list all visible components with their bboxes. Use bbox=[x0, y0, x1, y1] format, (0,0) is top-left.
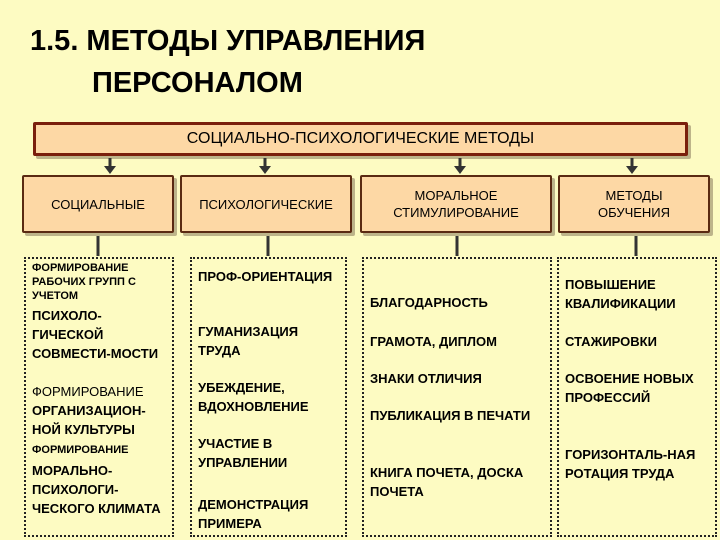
list-item: БЛАГОДАРНОСТЬ bbox=[370, 295, 488, 310]
list-item: УБЕЖДЕНИЕ, ВДОХНОВЛЕНИЕ bbox=[198, 380, 309, 414]
arrowhead-training bbox=[626, 166, 638, 174]
top-category-label: СОЦИАЛЬНО-ПСИХОЛОГИЧЕСКИЕ МЕТОДЫ bbox=[186, 130, 535, 147]
category-psych-label: ПСИХОЛОГИЧЕСКИЕ bbox=[199, 196, 333, 212]
list-item: ОРГАНИЗАЦИОН-НОЙ КУЛЬТУРЫ bbox=[32, 403, 146, 437]
title-line-1: 1.5. МЕТОДЫ УПРАВЛЕНИЯ bbox=[30, 25, 426, 57]
list-item: ПСИХОЛО-ГИЧЕСКОЙ СОВМЕСТИ-МОСТИ bbox=[32, 308, 159, 361]
arrowhead-moral bbox=[454, 166, 466, 174]
list-item: ФОРМИРОВАНИЕ bbox=[32, 384, 144, 399]
list-item: ГУМАНИЗАЦИЯ ТРУДА bbox=[198, 324, 299, 358]
category-moral bbox=[360, 175, 552, 233]
list-item: ГРАМОТА, ДИПЛОМ bbox=[370, 334, 497, 349]
slide-title bbox=[30, 20, 425, 104]
arrowhead-social bbox=[104, 166, 116, 174]
list-item: УЧАСТИЕ В УПРАВЛЕНИИ bbox=[198, 436, 288, 470]
category-training-label: МЕТОДЫ ОБУЧЕНИЯ bbox=[597, 188, 671, 220]
column-moral bbox=[362, 257, 552, 537]
list-item: ПОВЫШЕНИЕ КВАЛИФИКАЦИИ bbox=[565, 277, 676, 311]
category-social bbox=[22, 175, 174, 233]
list-item: ФОРМИРОВАНИЕ РАБОЧИХ ГРУПП С УЧЕТОМ bbox=[32, 262, 136, 302]
list-item: ФОРМИРОВАНИЕ bbox=[32, 444, 129, 456]
list-item: ПУБЛИКАЦИЯ В ПЕЧАТИ bbox=[370, 408, 531, 423]
list-item: СТАЖИРОВКИ bbox=[565, 334, 657, 349]
category-social-label: СОЦИАЛЬНЫЕ bbox=[51, 196, 145, 212]
category-psych bbox=[180, 175, 352, 233]
list-item: ДЕМОНСТРАЦИЯ ПРИМЕРА bbox=[198, 497, 309, 531]
list-item: ГОРИЗОНТАЛЬ-НАЯ РОТАЦИЯ ТРУДА bbox=[565, 447, 696, 481]
list-item: МОРАЛЬНО-ПСИХОЛОГИ-ЧЕСКОГО КЛИМАТА bbox=[32, 463, 161, 516]
category-moral-label: МОРАЛЬНОЕ СТИМУЛИРОВАНИЕ bbox=[393, 188, 519, 220]
category-training bbox=[558, 175, 710, 233]
list-item: ПРОФ-ОРИЕНТАЦИЯ bbox=[198, 269, 333, 284]
column-social bbox=[24, 257, 174, 537]
title-line-2: ПЕРСОНАЛОМ bbox=[92, 67, 303, 99]
list-item: ЗНАКИ ОТЛИЧИЯ bbox=[370, 371, 482, 386]
arrowhead-psych bbox=[259, 166, 271, 174]
column-training bbox=[557, 257, 717, 537]
top-category-box bbox=[33, 122, 688, 156]
list-item: ОСВОЕНИЕ НОВЫХ ПРОФЕССИЙ bbox=[565, 371, 694, 405]
column-psych bbox=[190, 257, 347, 537]
list-item: КНИГА ПОЧЕТА, ДОСКА ПОЧЕТА bbox=[370, 465, 524, 499]
